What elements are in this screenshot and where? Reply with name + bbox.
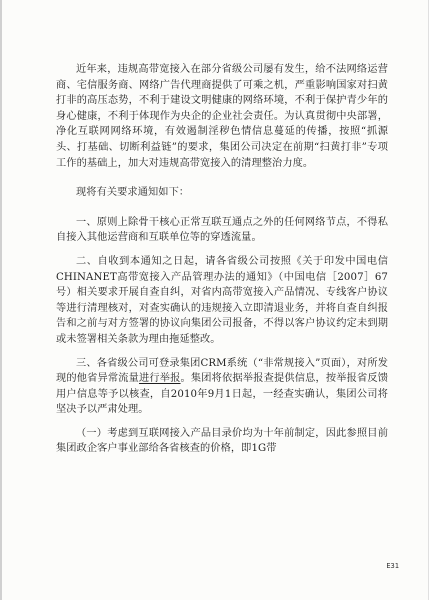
paragraph-subitem-1: （一）考虑到互联网接入产品目录价均为十年前制定，因此参照目前集团政企客户事业部给各省核查的价格，即1G带 (56, 427, 388, 455)
page-number: E31 (386, 562, 399, 570)
scan-left-edge (0, 0, 2, 600)
document-body (56, 62, 388, 457)
paragraph-item-1: 一、原则上除骨干核心正常互联互通点之外的任何网络节点，不得私自接入其他运营商和互联单位等的穿透流量。 (56, 216, 388, 244)
paragraph-item-3-underlined: 进行举报 (139, 373, 181, 385)
paragraph-intro: 近年来，违规高带宽接入在部分省级公司屡有发生，给不法网络运营商、宅信服务商、网络广告代理商提供了可乘之机，严重影响国家对扫黄打非的高压态势，不利于建设文明健康的网络环境，不利于保护青少年的身心健康，不利于体现作为央企的企业社会责任。为认真贯彻中央部署，净化互联网网络环境，有效遏制淫秽色情信息蔓延的传播，按照“抓源头、打基础、切断利益链”的要求，集团公司决定在前期“扫黄打非”专项工作的基础上，加大对违规高带宽接入的清理整治力度。 (56, 64, 388, 169)
paragraph-item-2: 二、自收到本通知之日起，请各省级公司按照《关于印发中国电信CHINANET高带宽接入产品管理办法的通知》（中国电信［2007］67号）相关要求开展自查自纠，对省内高带宽接入产品情况、专线客户协议等进行清理核对，对查实确认的违规接入立即清退业务，并将自查自纠报告和之前与对方签署的协议向集团公司报备，不得以客户协议约定未到期或未签署相关条款为理由拖延整改。 (56, 255, 388, 345)
paragraph-notice: 现将有关要求通知如下： (76, 187, 190, 199)
paragraph-item-3 (56, 356, 388, 418)
paragraph-item-3-text-b: 。集团将依据举报查提供信息，按举报省反馈用户信息等予以核查，自2010年9月1日起，一经查实确认，集团公司将坚决予以严肃处理。 (56, 373, 388, 416)
paragraph-item-3-text-a: 三、各省级公司可登录集团CRM系统（“非常规接入”页面），对所发现的他省异常流量 (56, 357, 388, 385)
